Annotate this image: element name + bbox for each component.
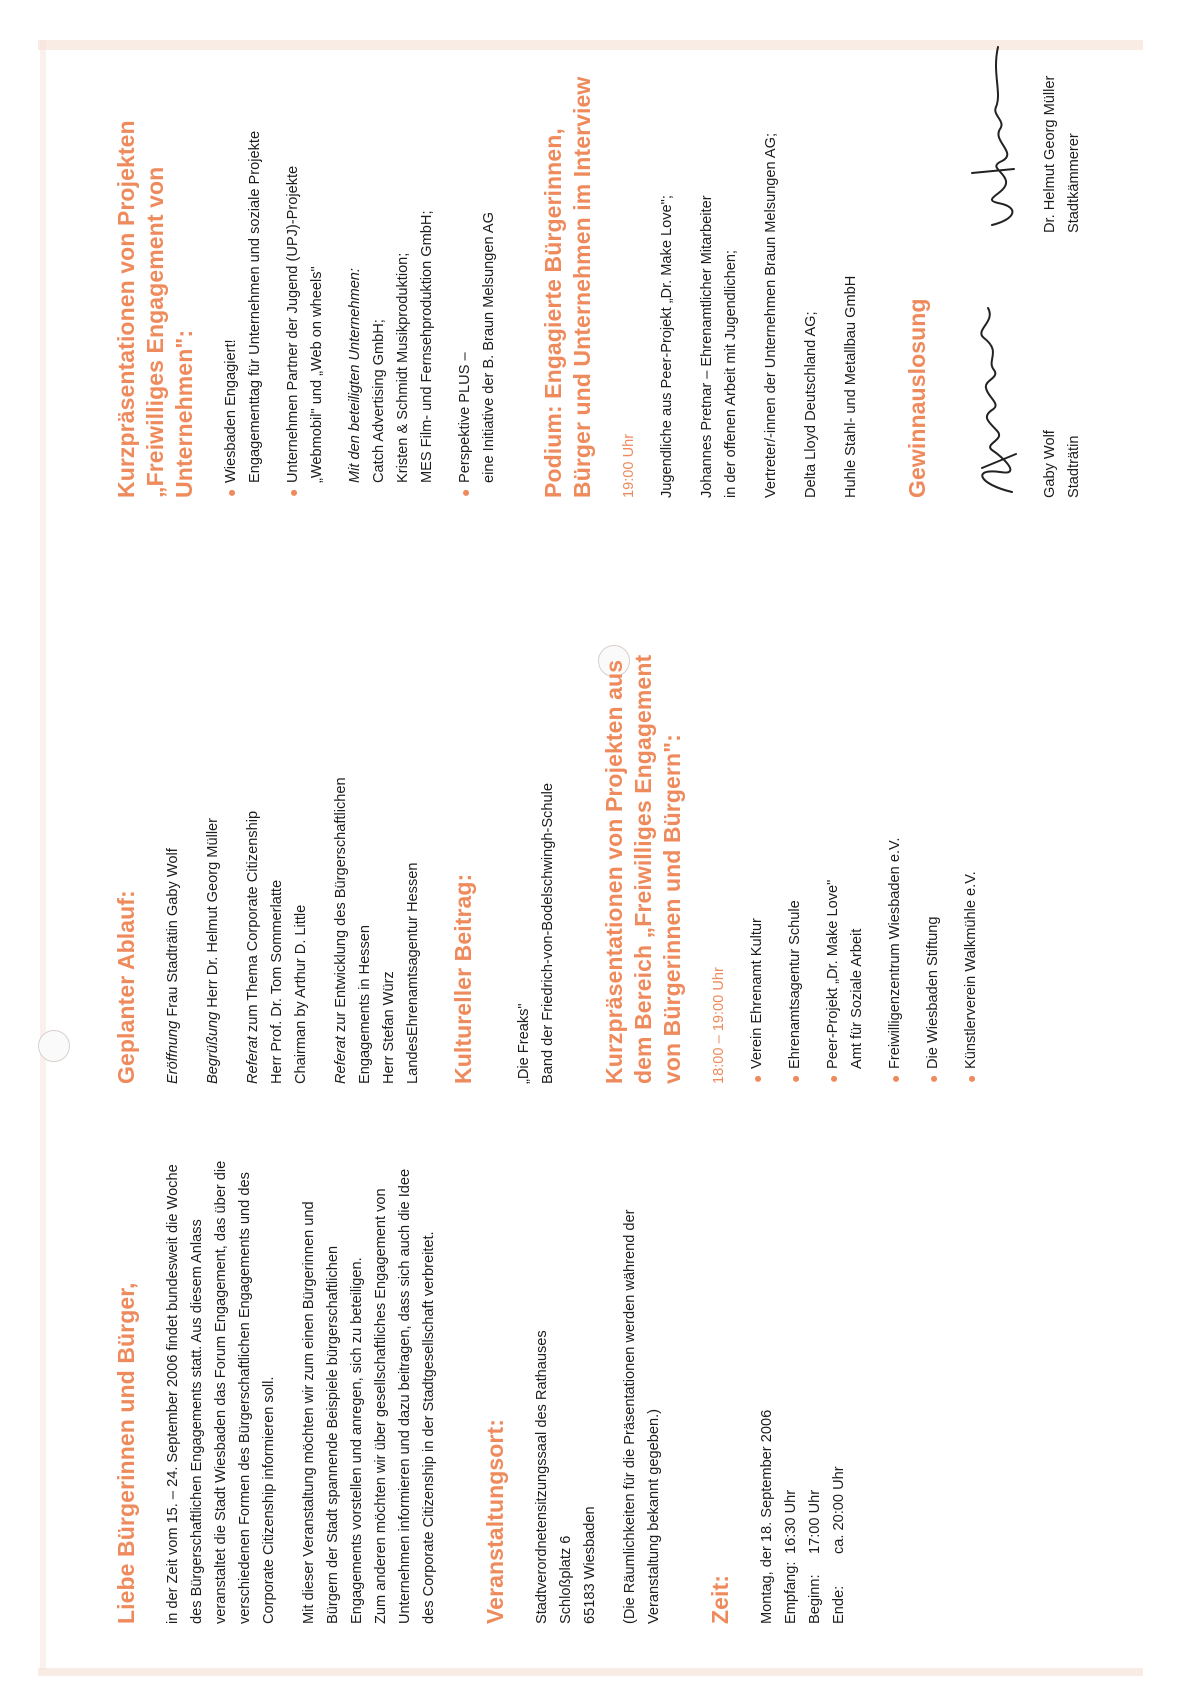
signatory-title: Stadträtin <box>1066 435 1082 498</box>
list-item-text: Wiesbaden Engagiert! <box>223 339 239 483</box>
list-item-subtext: eine Initiative der B. Braun Melsungen AG <box>481 212 497 483</box>
panel-companies <box>0 28 1086 498</box>
culture-heading: Kultureller Beitrag: <box>450 873 476 1084</box>
heading-line: Kurzpräsentationen von Projekten aus <box>601 659 627 1084</box>
citizen-projects-list <box>745 539 983 1084</box>
bullet-icon: ● <box>223 488 239 497</box>
partner-name: Catch Advertising GmbH; <box>371 319 387 483</box>
time-row <box>779 1154 803 1624</box>
greeting-paragraph: in der Zeit vom 15. – 24. September 2006 findet bundesweit die Woche des Bürgerschaftlichen Engagements statt. Aus diesem Anlass veranstaltet die Stadt Wiesbaden das Forum Engagement, das über die verschiedenen Formen des Bürgerschaftlichen Engagements und des Corporate Citizenship informieren soll. <box>165 1160 277 1624</box>
time-row <box>827 1154 851 1624</box>
bullet-icon: ● <box>457 488 473 497</box>
bullet-icon: ● <box>749 1074 765 1083</box>
schedule-item <box>161 539 185 1084</box>
venue-line: 65183 Wiesbaden <box>582 1506 598 1624</box>
list-item <box>745 539 769 1084</box>
schedule-item-kind: Eröffnung <box>165 1020 181 1084</box>
venue-line: Stadtverordnetensitzungssaal des Rathauses <box>534 1330 550 1624</box>
schedule-item-line: Herr Stefan Würz <box>381 971 397 1084</box>
heading-line: Bürger und Unternehmen im Interview <box>569 76 595 498</box>
company-projects-heading <box>112 28 199 498</box>
schedule-item-line: Herr Prof. Dr. Tom Sommerlatte <box>269 879 285 1084</box>
list-item-text: Perspektive PLUS – <box>457 352 473 483</box>
bullet-icon: ● <box>887 1074 903 1083</box>
list-item-text: Verein Ehrenamt Kultur <box>749 918 765 1069</box>
signature-left <box>962 293 1086 498</box>
heading-line: Unternehmen": <box>171 329 197 498</box>
signatory-name: Gaby Wolf <box>1042 430 1058 498</box>
venue-line: Schloßplatz 6 <box>558 1535 574 1624</box>
list-item-subtext: Amt für Soziale Arbeit <box>849 928 865 1069</box>
venue-heading: Veranstaltungsort: <box>482 1418 508 1624</box>
podium-participant: Huhle Stahl- und Metallbau GmbH <box>843 275 859 498</box>
schedule-item-kind: Referat <box>333 1036 349 1084</box>
schedule-item-text: zum Thema Corporate Citizenship <box>245 810 261 1037</box>
podium-time: 19:00 Uhr <box>621 433 637 498</box>
schedule-item-text: Frau Stadträtin Gaby Wolf <box>165 848 181 1021</box>
schedule-item-text: Herr Dr. Helmut Georg Müller <box>205 817 221 1012</box>
list-item-text: Peer-Projekt „Dr. Make Love" <box>825 879 841 1069</box>
venue-note: (Die Räumlichkeiten für die Präsentationen werden während der Veranstaltung bekannt gegeben.) <box>622 1209 662 1624</box>
podium-participant: in der offenen Arbeit mit Jugendlichen; <box>723 250 739 498</box>
list-item <box>921 539 945 1084</box>
bullet-icon: ● <box>963 1074 979 1083</box>
lottery-heading: Gewinnauslosung <box>904 298 930 498</box>
bullet-icon: ● <box>285 488 301 497</box>
list-item <box>453 28 501 498</box>
signatory-title: Stadtkämmerer <box>1066 133 1082 233</box>
time-label: Empfang: <box>783 1561 799 1624</box>
partner-name: MES Film- und Fernsehproduktion GmbH; <box>419 210 435 483</box>
citizen-projects-time: 18:00 – 19:00 Uhr <box>711 967 727 1084</box>
heading-line: Kurzpräsentationen von Projekten <box>113 120 139 498</box>
greeting-heading: Liebe Bürgerinnen und Bürger, <box>113 1282 139 1624</box>
panel-intro <box>0 1154 851 1624</box>
bullet-icon: ● <box>825 1074 841 1083</box>
list-item-text: Künstlerverein Walkmühle e.V. <box>963 871 979 1069</box>
list-item <box>281 28 329 498</box>
time-value: 17:00 Uhr <box>807 1489 823 1554</box>
greeting-paragraph: Mit dieser Veranstaltung möchten wir zum einen Bürgerinnen und Bürgern der Stadt spannende Beispiele bürgerschaftlichen Engagements vorstellen und anregen, sich zu beteiligen. <box>301 1201 365 1624</box>
citizen-projects-heading <box>600 539 687 1084</box>
time-row <box>803 1154 827 1624</box>
greeting-paragraph: Zum anderen möchten wir über gesellschaftliches Engagement von Unternehmen informieren und dazu beitragen, dass sich auch die Idee des Corporate Citizenship in der Stadtgesellschaft verbreitet. <box>373 1168 437 1624</box>
bullet-icon: ● <box>925 1074 941 1083</box>
schedule-item-line: Chairman by Arthur D. Little <box>293 904 309 1084</box>
time-label: Beginn: <box>807 1574 823 1624</box>
list-item <box>219 28 267 498</box>
schedule-item-line: LandesEhrenamtsagentur Hessen <box>405 862 421 1084</box>
list-item <box>883 539 907 1084</box>
signature-wolf <box>962 298 1028 498</box>
schedule-item-line: Engagements in Hessen <box>357 924 373 1084</box>
heading-line: „Freiwilliges Engagement von <box>142 166 168 498</box>
time-label: Ende: <box>831 1585 847 1624</box>
podium-participant: Vertreter/-innen der Unternehmen Braun Melsungen AG; <box>763 132 779 498</box>
list-item-subtext: Engagementtag für Unternehmen und soziale Projekte <box>247 130 263 483</box>
schedule-item <box>329 539 353 1084</box>
list-item-text: Ehrenamtsagentur Schule <box>787 900 803 1069</box>
culture-line: „Die Freaks" <box>516 1003 532 1084</box>
podium-participant: Johannes Pretnar – Ehrenamtlicher Mitarbeiter <box>699 195 715 498</box>
company-projects-list <box>453 28 501 498</box>
podium-participant: Delta Lloyd Deutschland AG; <box>803 311 819 498</box>
list-item <box>959 539 983 1084</box>
signature-mueller <box>962 33 1028 233</box>
time-heading: Zeit: <box>707 1574 733 1624</box>
heading-line: dem Bereich „Freiwilliges Engagement <box>630 654 656 1084</box>
signature-right <box>962 28 1086 233</box>
signatory-name: Dr. Helmut Georg Müller <box>1042 75 1058 233</box>
company-projects-list <box>219 28 329 498</box>
list-item-text: Unternehmen Partner der Jugend (UPJ)-Projekte <box>285 165 301 483</box>
list-item <box>821 539 869 1084</box>
time-value: 16:30 Uhr <box>783 1489 799 1554</box>
list-item-subtext: „Webmobil" und „Web on wheels" <box>309 266 325 483</box>
schedule-item <box>201 539 225 1084</box>
heading-line: Podium: Engagierte Bürgerinnen, <box>540 128 566 498</box>
schedule-heading: Geplanter Ablauf: <box>113 890 139 1084</box>
panel-schedule <box>0 539 997 1084</box>
culture-line: Band der Friedrich-von-Bodelschwingh-Schule <box>540 783 556 1084</box>
time-value: ca. 20:00 Uhr <box>831 1466 847 1554</box>
podium-heading <box>539 28 597 498</box>
podium-participant: Jugendliche aus Peer-Projekt „Dr. Make Love"; <box>659 195 675 498</box>
partner-name: Kristen & Schmidt Musikproduktion; <box>395 252 411 483</box>
event-date: Montag, der 18. September 2006 <box>759 1409 775 1624</box>
partners-label: Mit den beteiligten Unternehmen: <box>347 268 363 483</box>
list-item-text: Die Wiesbaden Stiftung <box>925 916 941 1069</box>
bullet-icon: ● <box>787 1074 803 1083</box>
schedule-item-text: zur Entwicklung des Bürgerschaftlichen <box>333 777 349 1037</box>
list-item-text: Freiwilligenzentrum Wiesbaden e.V. <box>887 837 903 1069</box>
list-item <box>783 539 807 1084</box>
schedule-item-kind: Begrüßung <box>205 1011 221 1084</box>
schedule-item-kind: Referat <box>245 1036 261 1084</box>
heading-line: von Bürgerinnen und Bürgern": <box>659 734 685 1084</box>
signature-block <box>962 28 1086 498</box>
schedule-item <box>241 539 265 1084</box>
